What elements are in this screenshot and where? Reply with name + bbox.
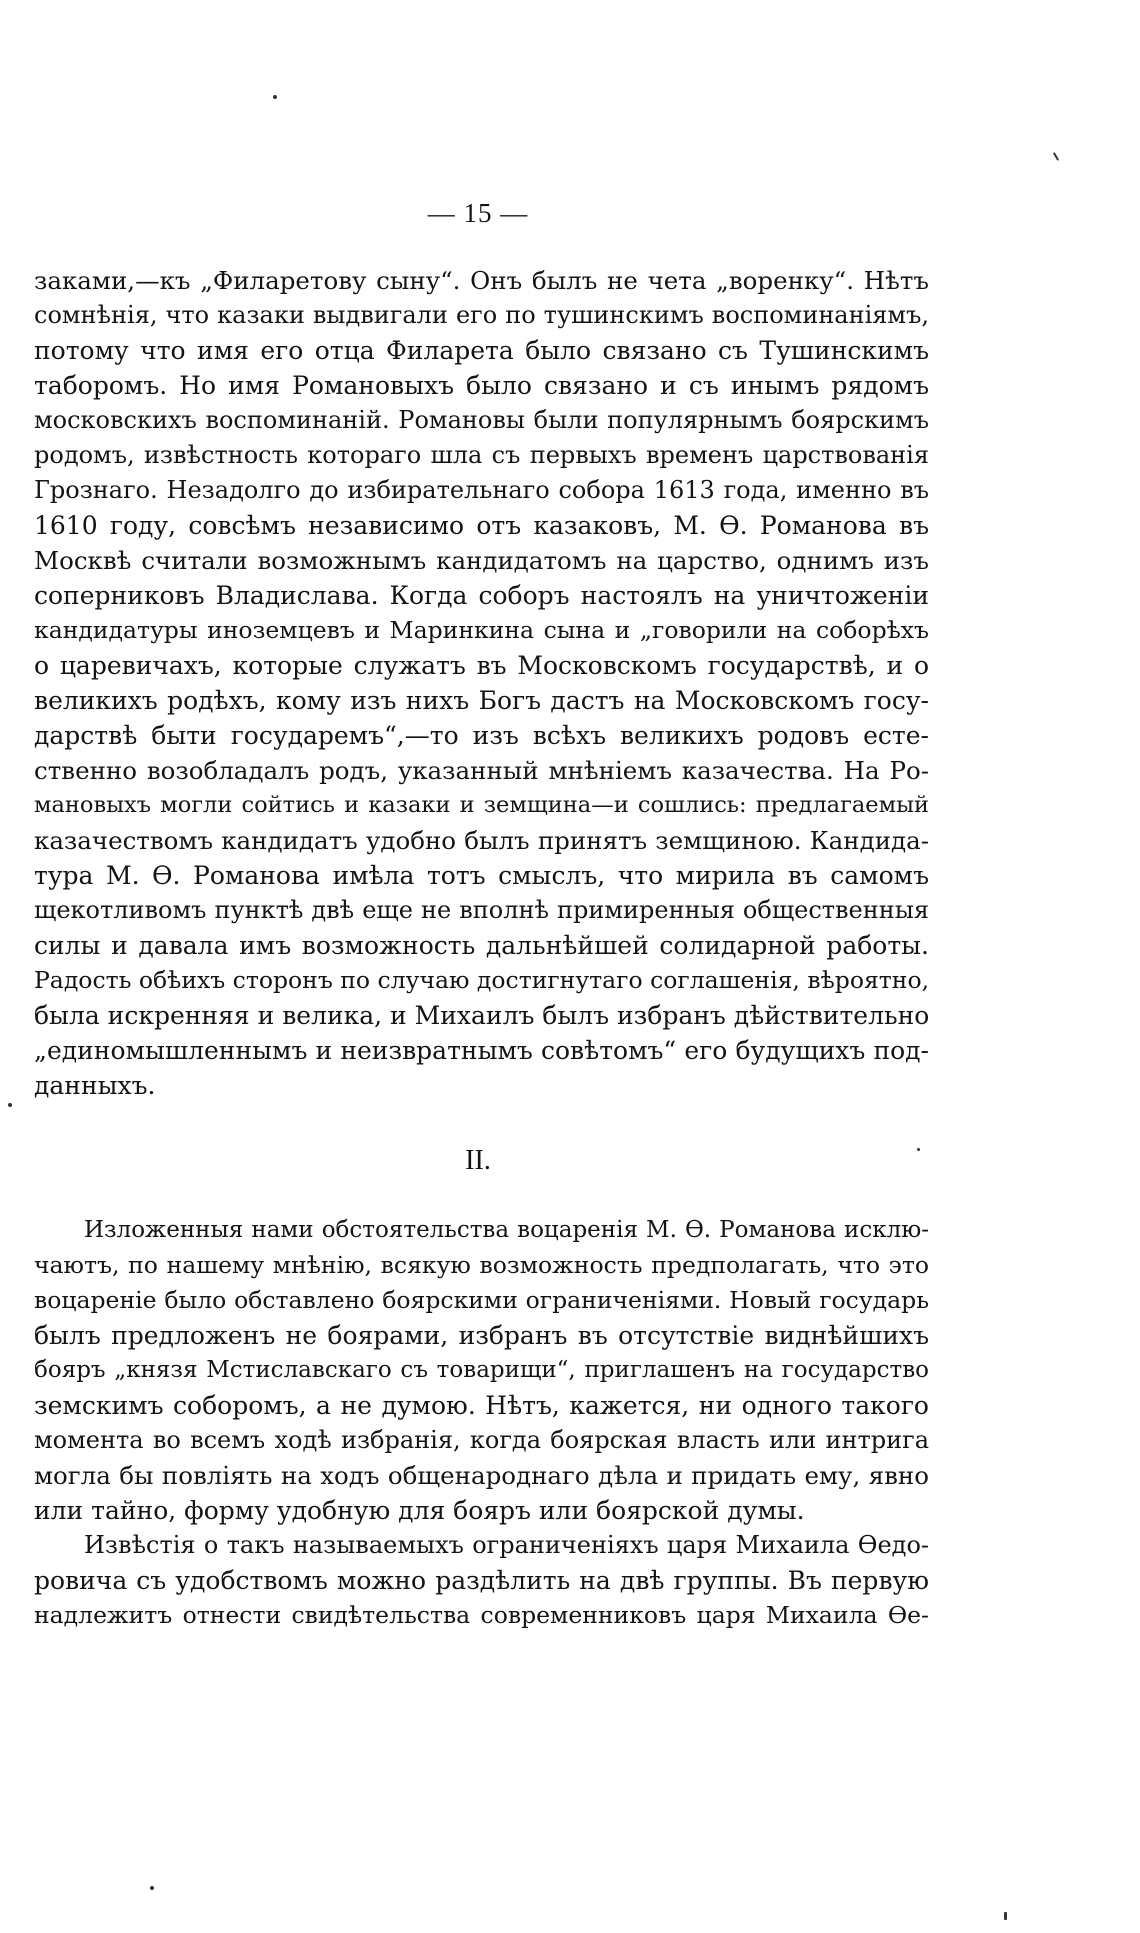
text-line: великихъ родѣхъ, кому изъ нихъ Богъ дастъ на Московскомъ госу- <box>34 686 929 715</box>
text-line: кандидатуры иноземцевъ и Маринкина сына и „говорили на соборѣхъ <box>34 616 929 644</box>
text-line: или тайно, форму удобную для бояръ или боярской думы. <box>34 1496 805 1525</box>
text-line: могла бы повліять на ходъ общенароднаго дѣла и придать ему, явно <box>34 1461 929 1490</box>
scan-speck <box>917 1148 920 1151</box>
text-line: Радость обѣихъ сторонъ по случаю достигнутаго соглашенія, вѣроятно, <box>34 966 930 994</box>
text-line: Москвѣ считали возможнымъ кандидатомъ на царство, однимъ изъ <box>34 546 929 575</box>
text-line: дарствѣ быти государемъ“,—то изъ всѣхъ великихъ родовъ есте- <box>34 721 929 750</box>
text-line: таборомъ. Но имя Романовыхъ было связано и съ инымъ рядомъ <box>34 371 929 400</box>
scan-speck <box>1053 152 1059 161</box>
text-line: тура М. Ѳ. Романова имѣла тотъ смыслъ, что мирила въ самомъ <box>34 861 929 890</box>
scan-speck <box>273 95 277 99</box>
text-line: московскихъ воспоминаній. Романовы были популярнымъ боярскимъ <box>34 406 929 434</box>
text-line: бояръ „князя Мстиславскаго съ товарищи“, приглашенъ на государство <box>34 1357 929 1383</box>
scan-speck <box>8 1103 12 1107</box>
text-line: потому что имя его отца Филарета было связано съ Тушинскимъ <box>34 336 929 365</box>
paragraph-1 <box>34 263 929 1103</box>
text-line: силы и давала имъ возможность дальнѣйшей солидарной работы. <box>34 931 929 960</box>
page-number: — 15 — <box>427 198 529 228</box>
paragraph-2-3 <box>34 1213 929 1633</box>
text-line: данныхъ. <box>34 1071 156 1100</box>
text-line: щекотливомъ пунктѣ двѣ еще не вполнѣ примиренныя общественныя <box>34 896 929 924</box>
text-line: мановыхъ могли сойтись и казаки и земщина—и сошлись: предлагаемый <box>34 792 929 818</box>
text-line: земскимъ соборомъ, а не думою. Нѣтъ, кажется, ни одного такого <box>34 1391 929 1420</box>
text-line: ственно возобладалъ родъ, указанный мнѣніемъ казачества. На Ро- <box>34 756 929 785</box>
text-line: „единомышленнымъ и неизвратнымъ совѣтомъ“ его будущихъ под- <box>34 1036 929 1065</box>
scan-speck <box>150 1886 154 1890</box>
text-line: чаютъ, по нашему мнѣнію, всякую возможность предполагать, что это <box>34 1251 929 1279</box>
scan-speck <box>1004 1912 1007 1920</box>
section-heading: II. <box>465 1145 491 1176</box>
text-line: воцареніе было обставлено боярскими ограниченіями. Новый государь <box>34 1286 929 1314</box>
text-line: казачествомъ кандидатъ удобно былъ принятъ земщиною. Кандида- <box>34 826 929 855</box>
text-line: былъ предложенъ не боярами, избранъ въ отсутствіе виднѣйшихъ <box>34 1321 929 1350</box>
text-line: надлежитъ отнести свидѣтельства современниковъ царя Михаила Ѳе- <box>34 1601 929 1629</box>
text-line: была искренняя и велика, и Михаилъ былъ избранъ дѣйствительно <box>34 1001 930 1030</box>
text-line: Изложенныя нами обстоятельства воцаренія М. Ѳ. Романова исклю- <box>84 1217 929 1243</box>
text-line: момента во всемъ ходѣ избранія, когда боярская власть или интрига <box>34 1426 929 1454</box>
text-line: ровича съ удобствомъ можно раздѣлить на двѣ группы. Въ первую <box>34 1566 929 1595</box>
text-line: Извѣстія о такъ называемыхъ ограниченіяхъ царя Михаила Ѳедо- <box>84 1531 929 1559</box>
text-line: родомъ, извѣстность котораго шла съ первыхъ временъ царствованія <box>34 441 929 469</box>
text-line: сомнѣнія, что казаки выдвигали его по тушинскимъ воспоминаніямъ, <box>34 301 929 329</box>
text-line: 1610 году, совсѣмъ независимо отъ казаковъ, М. Ѳ. Романова въ <box>34 511 929 540</box>
text-line: заками,—къ „Филаретову сыну“. Онъ былъ не чета „воренку“. Нѣтъ <box>34 266 929 295</box>
text-line: Грознаго. Незадолго до избирательнаго собора 1613 года, именно въ <box>34 476 929 504</box>
text-line: о царевичахъ, которые служатъ въ Московскомъ государствѣ, и о <box>34 651 929 680</box>
text-line: соперниковъ Владислава. Когда соборъ настоялъ на уничтоженіи <box>34 581 929 610</box>
